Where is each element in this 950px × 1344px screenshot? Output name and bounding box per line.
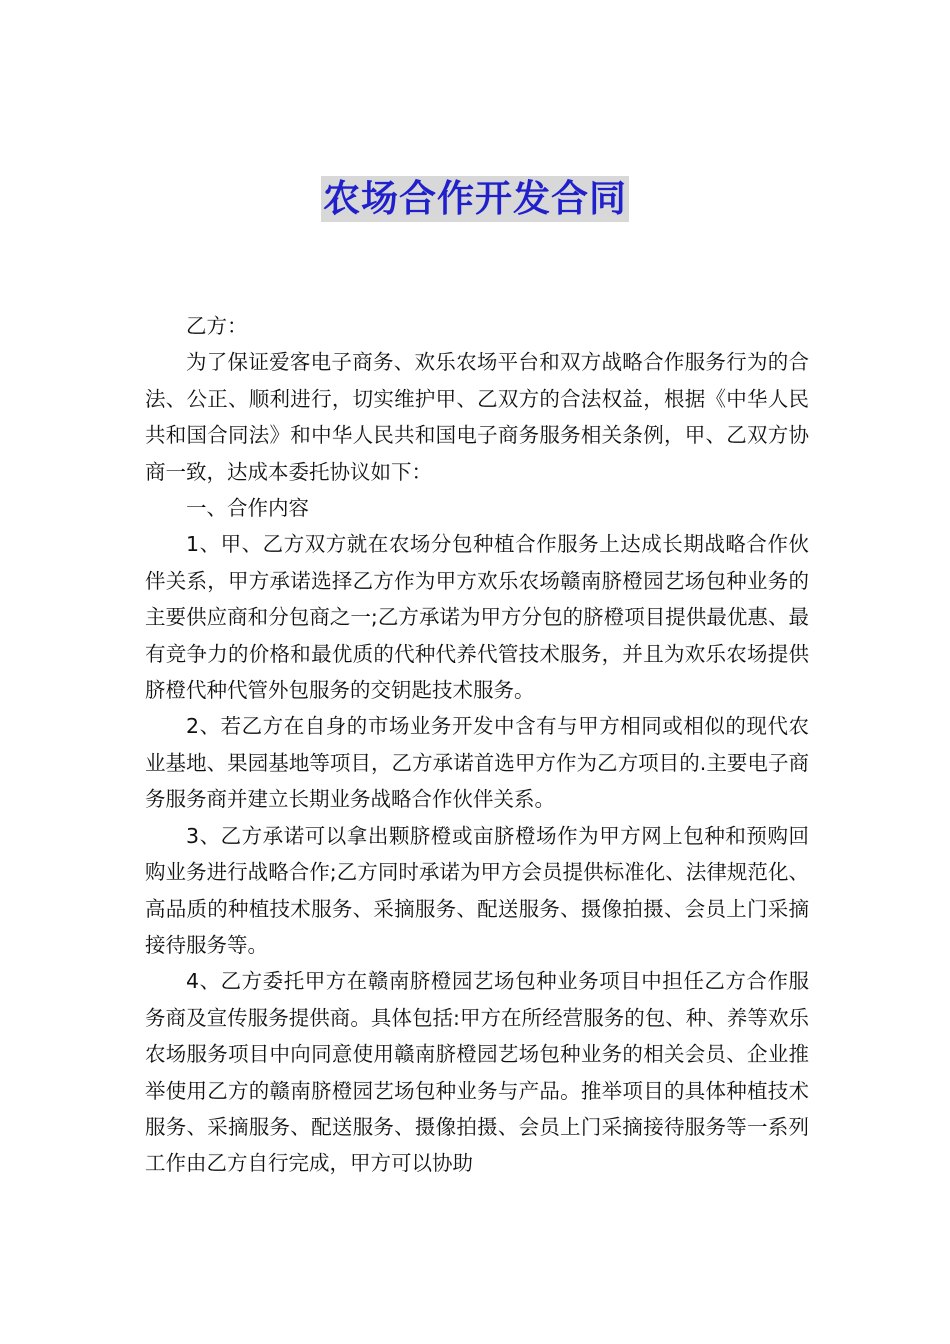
clause-2: 2、若乙方在自身的市场业务开发中含有与甲方相同或相似的现代农业基地、果园基地等项目，乙方承诺首选甲方作为乙方项目的.主要电子商务服务商并建立长期业务战略合作伙伴关系。 xyxy=(145,714,809,812)
clause-1: 1、甲、乙方双方就在农场分包种植合作服务上达成长期战略合作伙伴关系，甲方承诺选择乙方作为甲方欢乐农场赣南脐橙园艺场包种业务的主要供应商和分包商之一;乙方承诺为甲方分包的脐橙项目提供最优惠、最有竞争力的价格和最优质的代种代养代管技术服务，并且为欢乐农场提供脐橙代种代管外包服务的交钥匙技术服务。 xyxy=(145,532,809,703)
party-b-label: 乙方： xyxy=(186,314,248,338)
preamble-paragraph: 为了保证爱客电子商务、欢乐农场平台和双方战略合作服务行为的合法、公正、顺利进行，切实维护甲、乙双方的合法权益，根据《中华人民共和国合同法》和中华人民共和国电子商务服务相关条例，甲、乙双方协商一致，达成本委托协议如下： xyxy=(145,350,809,484)
clause-3: 3、乙方承诺可以拿出颗脐橙或亩脐橙场作为甲方网上包种和预购回购业务进行战略合作;乙方同时承诺为甲方会员提供标准化、法律规范化、高品质的种植技术服务、采摘服务、配送服务、摄像拍摄、会员上门采摘接待服务等。 xyxy=(145,823,809,957)
section-heading-cooperation-content: 一、合作内容 xyxy=(186,496,309,521)
title-container xyxy=(0,176,950,222)
document-title: 农场合作开发合同 xyxy=(323,177,627,220)
document-body xyxy=(145,308,809,1182)
clause-4: 4、乙方委托甲方在赣南脐橙园艺场包种业务项目中担任乙方合作服务商及宣传服务提供商。具体包括:甲方在所经营服务的包、种、养等欢乐农场服务项目中向同意使用赣南脐橙园艺场包种业务的相关会员、企业推举使用乙方的赣南脐橙园艺场包种业务与产品。推举项目的具体种植技术服务、采摘服务、配送服务、摄像拍摄、会员上门采摘接待服务等一系列工作由乙方自行完成，甲方可以协助 xyxy=(145,969,809,1176)
